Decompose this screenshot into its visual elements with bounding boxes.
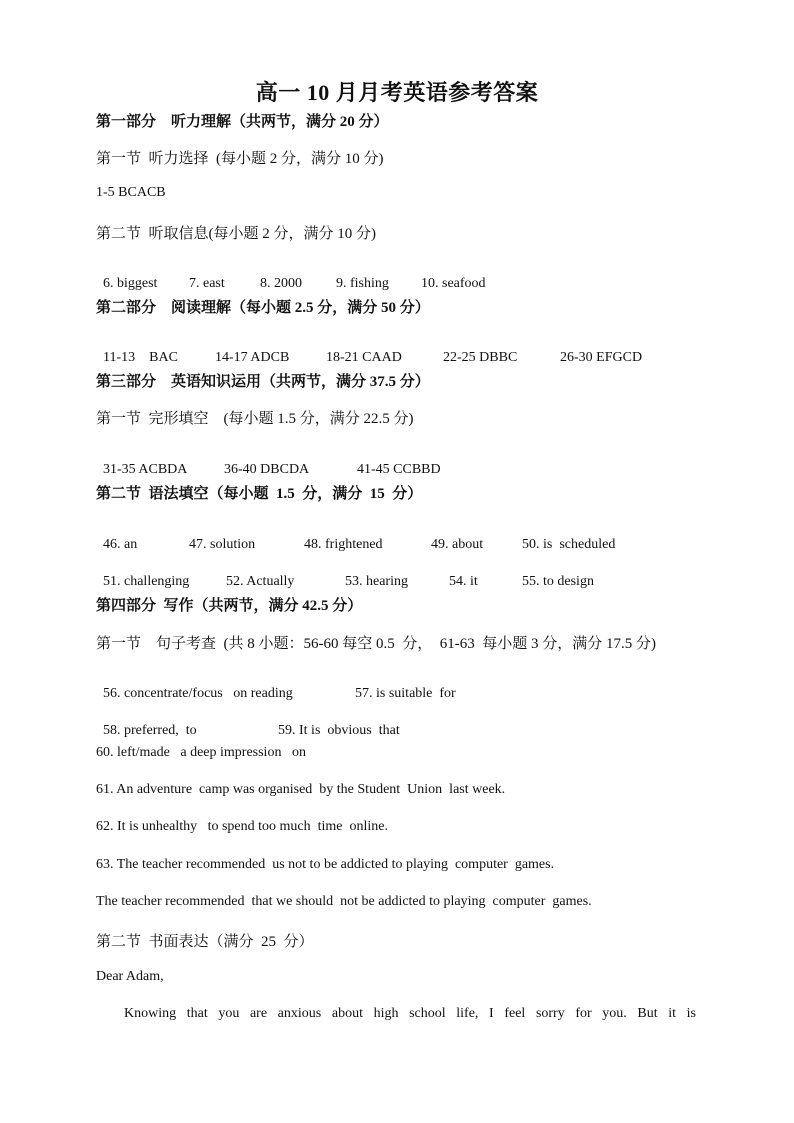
- answer-item: 52. Actually: [226, 574, 295, 589]
- answer-item: 9. fishing: [336, 276, 389, 291]
- letter-body: Knowing that you are anxious about high school life, I feel sorry for you. But it is: [124, 1006, 696, 1021]
- answers-31-45: [96, 446, 441, 478]
- part1-section2-heading: 第二节 听取信息(每小题 2 分，满分 10 分): [96, 226, 376, 242]
- answer-item: 46. an: [103, 537, 138, 552]
- answer-item: 49. about: [431, 537, 484, 552]
- answer-item: 57. is suitable for: [355, 686, 456, 701]
- part3-section2-heading: 第二节 语法填空（每小题 1.5 分，满分 15 分）: [96, 486, 423, 502]
- answer-item: 50. is scheduled: [522, 537, 616, 552]
- part4-section1-heading: 第一节 句子考查 (共 8 小题：56-60 每空 0.5 分， 61-63 每小题 3 分，满分 17.5 分): [96, 636, 656, 652]
- answer-60: 60. left/made a deep impression on: [96, 745, 306, 760]
- answer-item: 22-25 DBBC: [443, 350, 518, 365]
- answer-item: 8. 2000: [260, 276, 302, 291]
- answer-item: 18-21 CAAD: [326, 350, 402, 365]
- answer-item: 48. frightened: [304, 537, 383, 552]
- answer-item: 10. seafood: [421, 276, 486, 291]
- answer-63a: 63. The teacher recommended us not to be addicted to playing computer games.: [96, 857, 555, 872]
- answers-46-50: [96, 521, 615, 553]
- answer-item: 36-40 DBCDA: [224, 462, 310, 477]
- letter-salutation: Dear Adam,: [96, 969, 164, 984]
- answer-item: 59. It is obvious that: [278, 723, 400, 738]
- answer-item: 55. to design: [522, 574, 594, 589]
- answer-item: 11-13 BAC: [103, 350, 178, 365]
- answer-item: 58. preferred, to: [103, 723, 197, 738]
- answers-6-10: [96, 260, 486, 292]
- part1-section1-heading: 第一节 听力选择 (每小题 2 分，满分 10 分): [96, 151, 384, 167]
- answer-62: 62. It is unhealthy to spend too much time online.: [96, 819, 389, 834]
- answer-item: 26-30 EFGCD: [560, 350, 643, 365]
- answers-56-57: [96, 670, 456, 702]
- answer-item: 56. concentrate/focus on reading: [103, 686, 293, 701]
- answers-1-5: 1-5 BCACB: [96, 185, 166, 200]
- answer-63b: The teacher recommended that we should not be addicted to playing computer games.: [96, 894, 592, 909]
- answer-item: 7. east: [189, 276, 225, 291]
- part3-heading: 第三部分 英语知识运用（共两节，满分 37.5 分）: [96, 374, 430, 390]
- part1-heading: 第一部分 听力理解（共两节，满分 20 分）: [96, 114, 389, 130]
- part4-section2-heading: 第二节 书面表达（满分 25 分）: [96, 934, 314, 950]
- answer-item: 6. biggest: [103, 276, 158, 291]
- answer-item: 41-45 CCBBD: [357, 462, 441, 477]
- answers-51-55: [96, 558, 594, 590]
- answer-item: 54. it: [449, 574, 478, 589]
- answers-58-59: [96, 707, 400, 739]
- answers-11-30: [96, 334, 642, 366]
- answer-61: 61. An adventure camp was organised by the Student Union last week.: [96, 782, 506, 797]
- answer-item: 53. hearing: [345, 574, 408, 589]
- part2-heading: 第二部分 阅读理解（每小题 2.5 分，满分 50 分）: [96, 300, 430, 316]
- answer-item: 14-17 ADCB: [215, 350, 290, 365]
- page-title: 高一 10 月月考英语参考答案: [255, 80, 539, 105]
- answer-item: 47. solution: [189, 537, 256, 552]
- answer-item: 31-35 ACBDA: [103, 462, 188, 477]
- part4-heading: 第四部分 写作（共两节，满分 42.5 分）: [96, 598, 363, 614]
- part3-section1-heading: 第一节 完形填空 (每小题 1.5 分，满分 22.5 分): [96, 411, 414, 427]
- answer-item: 51. challenging: [103, 574, 190, 589]
